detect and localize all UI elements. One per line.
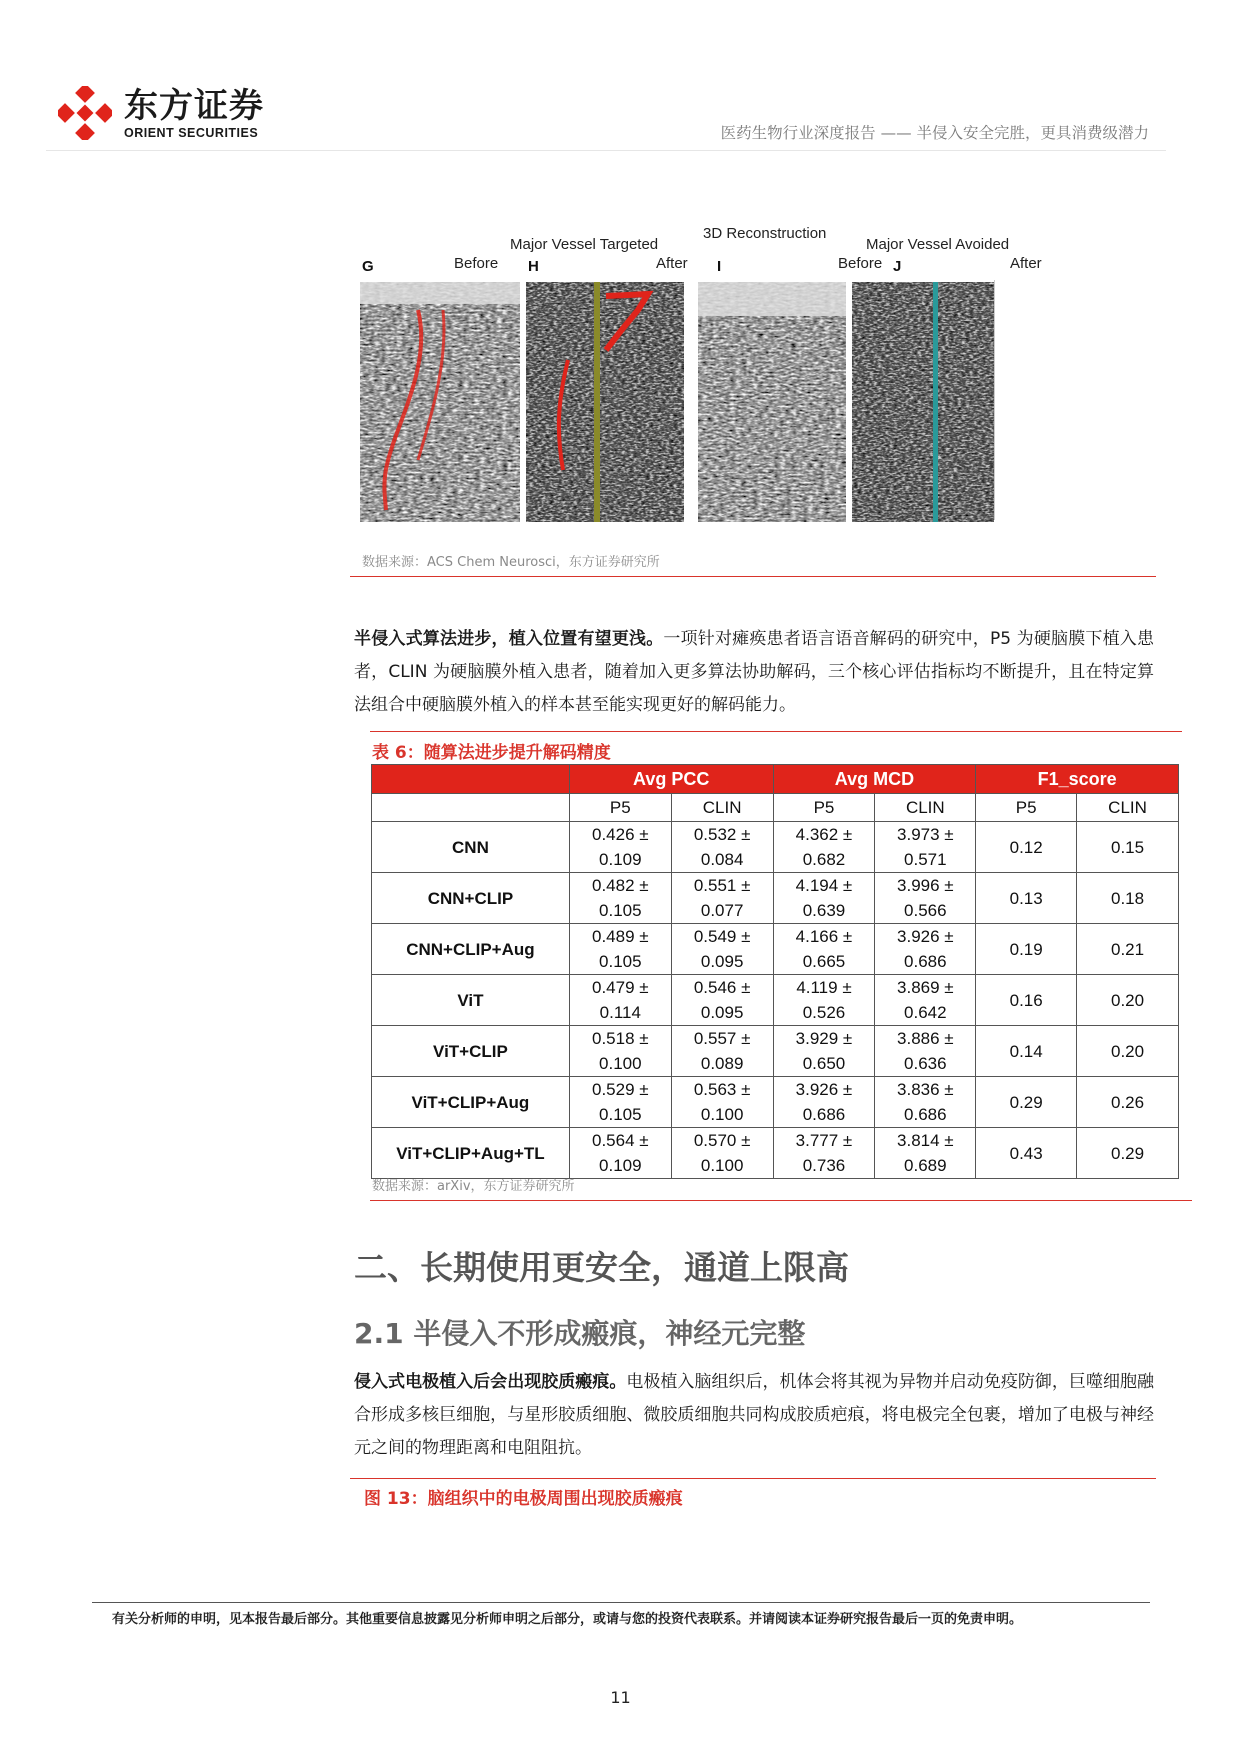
cell-mcd-clin: 3.814 ± 0.689	[875, 1128, 976, 1179]
table-row	[372, 1077, 1179, 1128]
cell-mcd-clin: 3.836 ± 0.686	[875, 1077, 976, 1128]
cell-f1-clin: 0.15	[1077, 822, 1179, 873]
cell-mcd-clin: 3.926 ± 0.686	[875, 924, 976, 975]
vessel-reconstruction-figure	[358, 218, 1110, 550]
subheader-f1-p5: P5	[976, 794, 1077, 822]
paragraph-body: 一项针对瘫痪患者语言语音解码的研究中，P5 为硬脑膜下植入患者，CLIN 为硬脑膜外植入患者，随着加入更多算法协助解码，三个核心评估指标均不断提升，且在特定算法组合中硬脑膜外植入的样本甚至能实现更好的解码能力。	[354, 629, 1154, 715]
paragraph-lead: 半侵入式算法进步，植入位置有望更浅。	[354, 629, 664, 649]
cell-f1-clin: 0.18	[1077, 873, 1179, 924]
panel-label-i: Before	[838, 255, 883, 272]
table-row	[372, 873, 1179, 924]
subheader-pcc-p5: P5	[569, 794, 671, 822]
subheader-pcc-clin: CLIN	[671, 794, 773, 822]
cell-pcc-clin: 0.546 ± 0.095	[671, 975, 773, 1026]
cell-f1-clin: 0.20	[1077, 1026, 1179, 1077]
decoding-accuracy-table	[371, 764, 1179, 1179]
row-model: ViT	[372, 975, 570, 1026]
panel-letter-j: J	[893, 258, 902, 275]
cell-pcc-p5: 0.529 ± 0.105	[569, 1077, 671, 1128]
table-row	[372, 1128, 1179, 1179]
paragraph-body: 电极植入脑组织后，机体会将其视为异物并启动免疫防御，巨噬细胞融合形成多核巨细胞，与星形胶质细胞、微胶质细胞共同构成胶质疤痕，将电极完全包裹，增加了电极与神经元之间的物理距离和电阻阻抗。	[354, 1372, 1155, 1458]
cell-pcc-p5: 0.479 ± 0.114	[569, 975, 671, 1026]
table-group-header-row	[372, 765, 1179, 794]
panel-label-j: After	[1010, 255, 1042, 272]
cell-pcc-clin: 0.570 ± 0.100	[671, 1128, 773, 1179]
panel-label-g: Before	[454, 255, 499, 272]
footer-divider	[92, 1602, 1150, 1603]
cell-pcc-clin: 0.532 ± 0.084	[671, 822, 773, 873]
paragraph-algorithm-progress	[354, 623, 1154, 722]
cell-f1-p5: 0.16	[976, 975, 1077, 1026]
cell-mcd-p5: 3.926 ± 0.686	[773, 1077, 875, 1128]
cell-pcc-clin: 0.557 ± 0.089	[671, 1026, 773, 1077]
cell-mcd-p5: 4.119 ± 0.526	[773, 975, 875, 1026]
cell-mcd-clin: 3.996 ± 0.566	[875, 873, 976, 924]
row-model: CNN	[372, 822, 570, 873]
group-header-avg-mcd: Avg MCD	[773, 765, 976, 794]
cell-pcc-p5: 0.426 ± 0.109	[569, 822, 671, 873]
cell-mcd-clin: 3.869 ± 0.642	[875, 975, 976, 1026]
group-header-avg-pcc: Avg PCC	[569, 765, 773, 794]
table-source: 数据来源：arXiv，东方证券研究所	[372, 1179, 575, 1194]
cell-mcd-p5: 4.166 ± 0.665	[773, 924, 875, 975]
footer-disclaimer: 有关分析师的申明，见本报告最后部分。其他重要信息披露见分析师申明之后部分，或请与您的投资代表联系。并请阅读本证券研究报告最后一页的免责申明。	[112, 1612, 1023, 1627]
paragraph-glial-scar	[354, 1366, 1154, 1465]
table-caption: 表 6：随算法进步提升解码精度	[372, 743, 611, 763]
cell-f1-clin: 0.20	[1077, 975, 1179, 1026]
cell-pcc-p5: 0.518 ± 0.100	[569, 1026, 671, 1077]
cell-pcc-clin: 0.549 ± 0.095	[671, 924, 773, 975]
table-row	[372, 1026, 1179, 1077]
figure-source: 数据来源：ACS Chem Neurosci，东方证券研究所	[362, 555, 660, 570]
report-title: 医药生物行业深度报告 —— 半侵入安全完胜，更具消费级潜力	[720, 124, 1149, 142]
cell-mcd-p5: 3.929 ± 0.650	[773, 1026, 875, 1077]
table-subheader-empty	[372, 794, 570, 822]
group-header-f1-score: F1_score	[976, 765, 1179, 794]
panel-letter-h: H	[528, 258, 539, 275]
subheader-mcd-p5: P5	[773, 794, 875, 822]
figure-right-group-label: Major Vessel Avoided	[866, 236, 1010, 253]
panel-letter-g: G	[362, 258, 374, 275]
subsection-heading-2-1: 2.1 半侵入不形成瘢痕，神经元完整	[354, 1317, 806, 1350]
cell-f1-p5: 0.13	[976, 873, 1077, 924]
header-divider	[46, 150, 1166, 151]
cell-f1-clin: 0.21	[1077, 924, 1179, 975]
panel-letter-i: I	[717, 258, 722, 275]
cell-f1-p5: 0.12	[976, 822, 1077, 873]
cell-f1-p5: 0.19	[976, 924, 1077, 975]
table-bottom-rule	[370, 1200, 1192, 1201]
cell-f1-p5: 0.14	[976, 1026, 1077, 1077]
cell-f1-p5: 0.43	[976, 1128, 1077, 1179]
cell-mcd-clin: 3.973 ± 0.571	[875, 822, 976, 873]
row-model: ViT+CLIP+Aug+TL	[372, 1128, 570, 1179]
cell-f1-clin: 0.26	[1077, 1077, 1179, 1128]
cell-pcc-p5: 0.564 ± 0.109	[569, 1128, 671, 1179]
logo-english-name: ORIENT SECURITIES	[124, 126, 259, 140]
cell-f1-p5: 0.29	[976, 1077, 1077, 1128]
cell-pcc-clin: 0.551 ± 0.077	[671, 873, 773, 924]
table-subheader-row	[372, 794, 1179, 822]
row-model: ViT+CLIP+Aug	[372, 1077, 570, 1128]
row-model: CNN+CLIP	[372, 873, 570, 924]
table-row	[372, 822, 1179, 873]
cell-mcd-clin: 3.886 ± 0.636	[875, 1026, 976, 1077]
panel-label-h: After	[656, 255, 688, 272]
cell-f1-clin: 0.29	[1077, 1128, 1179, 1179]
row-model: CNN+CLIP+Aug	[372, 924, 570, 975]
figure-bottom-rule	[350, 576, 1156, 577]
table-top-rule	[370, 731, 1182, 732]
cell-mcd-p5: 4.194 ± 0.639	[773, 873, 875, 924]
section-heading-2: 二、长期使用更安全，通道上限高	[354, 1248, 849, 1287]
cell-mcd-p5: 4.362 ± 0.682	[773, 822, 875, 873]
table-row	[372, 924, 1179, 975]
logo-chinese-name: 东方证券	[124, 86, 264, 126]
orient-securities-logo-icon	[58, 86, 112, 140]
table-corner-cell	[372, 765, 570, 794]
figure-left-group-label: Major Vessel Targeted	[510, 236, 659, 253]
cell-mcd-p5: 3.777 ± 0.736	[773, 1128, 875, 1179]
vessel-panels-graphic	[358, 280, 1110, 548]
page-number: 11	[610, 1688, 631, 1707]
cell-pcc-clin: 0.563 ± 0.100	[671, 1077, 773, 1128]
figure13-caption: 图 13：脑组织中的电极周围出现胶质瘢痕	[364, 1489, 683, 1509]
table-row	[372, 975, 1179, 1026]
row-model: ViT+CLIP	[372, 1026, 570, 1077]
figure-center-label: 3D Reconstruction	[703, 225, 827, 242]
figure13-top-rule	[350, 1478, 1156, 1479]
subheader-mcd-clin: CLIN	[875, 794, 976, 822]
cell-pcc-p5: 0.482 ± 0.105	[569, 873, 671, 924]
subheader-f1-clin: CLIN	[1077, 794, 1179, 822]
cell-pcc-p5: 0.489 ± 0.105	[569, 924, 671, 975]
paragraph-lead: 侵入式电极植入后会出现胶质瘢痕。	[354, 1372, 627, 1392]
